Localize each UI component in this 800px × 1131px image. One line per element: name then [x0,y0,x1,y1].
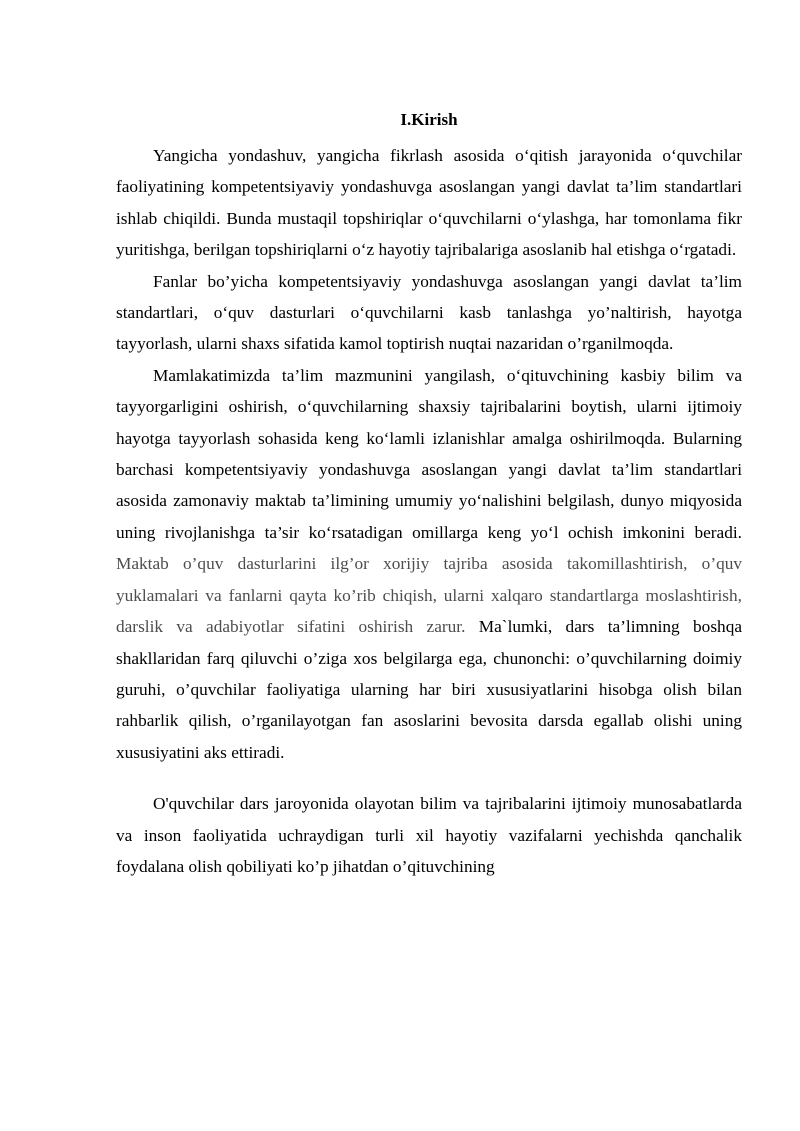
section-heading: I.Kirish [400,110,458,129]
paragraph-3-continuation: Ma`lumki, dars ta’limning boshqa shakllaridan farq qiluvchi o’ziga xos belgilarga ega, chunonchi: o’quvchilarning doimiy guruhi, o’quvchilar faoliyatiga ularning har biri xususiyatlarini hisobga olish bilan rahbarlik qilish, o’rganilayotgan fan asoslarini bevosita darsda egallab olishi uning xususiyatini aks ettiradi. [116,617,743,762]
document-body [116,140,742,882]
paragraph-1: Yangicha yondashuv, yangicha fikrlash asosida o‘qitish jarayonida o‘quvchilar faoliyatining kompetentsiyaviy yondashuvga asoslangan yangi davlat ta’lim standartlari ishlab chiqildi. Bunda mustaqil topshiriqlar o‘quvchilarni o‘ylashga, har tomonlama fikr yuritishga, berilgan topshiriqlarni o‘z hayotiy tajribalariga asoslanib hal etishga o‘rgatadi. [116,146,742,260]
paragraph-4: O'quvchilar dars jaroyonida olayotan bilim va tajribalarini ijtimoiy munosabatlarda va inson faoliyatida uchraydigan turli xil hayotiy vazifalarni yechishda qanchalik foydalana olish qobiliyati ko’p jihatdan o’qituvchining [116,794,742,876]
paragraph-3 [116,360,742,768]
paragraph-3-muted-text: Maktab o’quv dasturlarini ilg’or xorijiy tajriba asosida takomillashtirish, o’quv yuklamalari va fanlarni qayta ko’rib chiqish, ularni xalqaro standartlarga moslashtirish, darslik va adabiyotlar sifatini oshirish zarur. [116,554,742,637]
paragraph-2: Fanlar bo’yicha kompetentsiyaviy yondashuvga asoslangan yangi davlat ta’lim standartlari, o‘quv dasturlari o‘quvchilarni kasb tanlashga yo’naltirish, hayotga tayyorlash, ularni shaxs sifatida kamol toptirish nuqtai nazaridan o’rganilmoqda. [116,271,742,354]
paragraph-3-text: Mamlakatimizda ta’lim mazmunini yangilash, o‘qituvchining kasbiy bilim va tayyorgarligini oshirish, o‘quvchilarning shaxsiy tajribalarini boytish, ularni ijtimoiy hayotga tayyorlash sohasida keng ko‘lamli izlanishlar amalga oshirilmoqda. Bularning barchasi kompetentsiyaviy yondashuvga asoslangan yangi davlat ta’lim standartlari asosida zamonaviy maktab ta’limining umumiy yo‘nalishini belgilash, dunyo miqyosida uning rivojlanishga ta’sir ko‘rsatadigan omillarga keng yo‘l ochish imkonini beradi. [116,365,742,542]
